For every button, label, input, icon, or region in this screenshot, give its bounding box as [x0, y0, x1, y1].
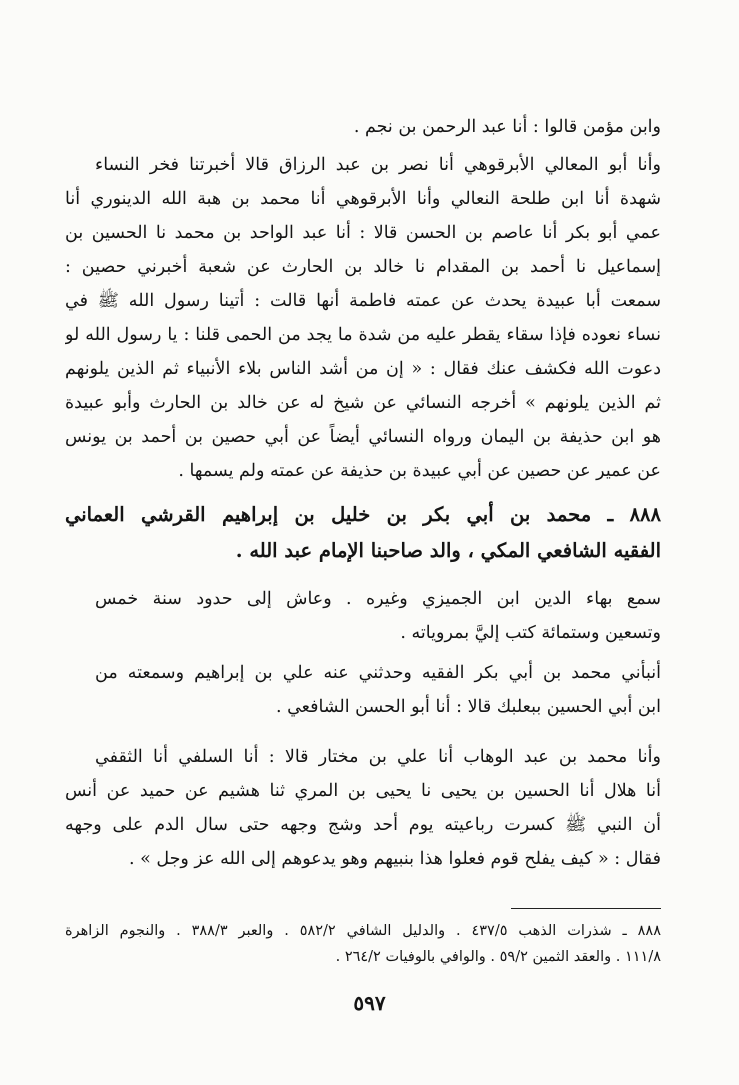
text-line: سمعت أبا عبيدة يحدث عن عمته فاطمة أنها قالت : أتينا رسول الله ﷺ في: [65, 291, 661, 311]
text-line: ثم الذين يلونهم » أخرجه النسائي عن شيخ له عن خالد بن الحارث وأبو عبيدة: [65, 393, 661, 413]
footnote-rule: [511, 908, 661, 909]
entry-heading: الفقيه الشافعي المكي ، والد صاحبنا الإمام عبد الله .: [235, 539, 661, 562]
page-number: ٥٩٧: [353, 991, 386, 1015]
text-line: وتسعين وستمائة كتب إليَّ بمروياته .: [400, 623, 661, 643]
text-line: وأنا محمد بن عبد الوهاب أنا علي بن مختار قالا : أنا السلفي أنا الثقفي: [95, 747, 661, 767]
footnote-line: ٨٨٨ ـ شذرات الذهب ٤٣٧/٥ . والدليل الشافي ٥٨٢/٢ . والعبر ٣٨٨/٣ . والنجوم الزاهرة: [65, 923, 661, 939]
text-line: سمع بهاء الدين ابن الجميزي وغيره . وعاش إلى حدود سنة خمس: [95, 589, 661, 609]
text-line: عمي أبو بكر أنا عاصم بن الحسن قالا : أنا عبد الواحد بن محمد نا الحسين بن: [65, 223, 661, 243]
text-line: أن النبي ﷺ كسرت رباعيته يوم أحد وشج وجهه حتى سال الدم على وجهه: [65, 815, 661, 835]
text-line: وابن مؤمن قالوا : أنا عبد الرحمن بن نجم .: [353, 117, 661, 137]
text-line: ابن أبي الحسين ببعلبك قالا : أنا أبو الحسن الشافعي .: [275, 697, 661, 717]
text-line: أنبأني محمد بن أبي بكر الفقيه وحدثني عنه علي بن إبراهيم وسمعته من: [95, 663, 661, 683]
text-line: أنا هلال أنا الحسين بن يحيى نا يحيى بن المري ثنا هشيم عن حميد عن أنس: [65, 781, 661, 801]
footnote-line: ١١١/٨ . والعقد الثمين ٥٩/٢ . والوافي بالوفيات ٢٦٤/٢ .: [335, 949, 661, 965]
text-line: نساء نعوده فإذا سقاء يقطر عليه من شدة ما يجد من الحمى قلنا : يا رسول الله لو: [65, 325, 661, 345]
text-line: فقال : « كيف يفلح قوم فعلوا هذا بنبيهم وهو يدعوهم إلى الله عز وجل » .: [128, 849, 661, 869]
text-line: دعوت الله فكشف عنك فقال : « إن من أشد الناس بلاء الأنبياء ثم الذين يلونهم: [65, 359, 661, 379]
text-line: عن عمير عن حصين عن أبي عبيدة بن حذيفة عن عمته ولم يسمها .: [178, 461, 661, 481]
text-line: شهدة أنا ابن طلحة النعالي وأنا الأبرقوهي أنا محمد بن هبة الله الدينوري أنا: [65, 189, 661, 209]
text-line: وأنا أبو المعالي الأبرقوهي أنا نصر بن عبد الرزاق قالا أخبرتنا فخر النساء: [95, 155, 661, 175]
text-line: إسماعيل نا أحمد بن المقدام نا خالد بن الحارث عن شعبة أخبرني حصين :: [65, 257, 661, 277]
text-line: هو ابن حذيفة بن اليمان ورواه النسائي أيضاً عن أبي حصين بن أحمد بن يونس: [65, 427, 661, 447]
entry-heading: ٨٨٨ ـ محمد بن أبي بكر بن خليل بن إبراهيم القرشي العماني: [65, 503, 661, 526]
